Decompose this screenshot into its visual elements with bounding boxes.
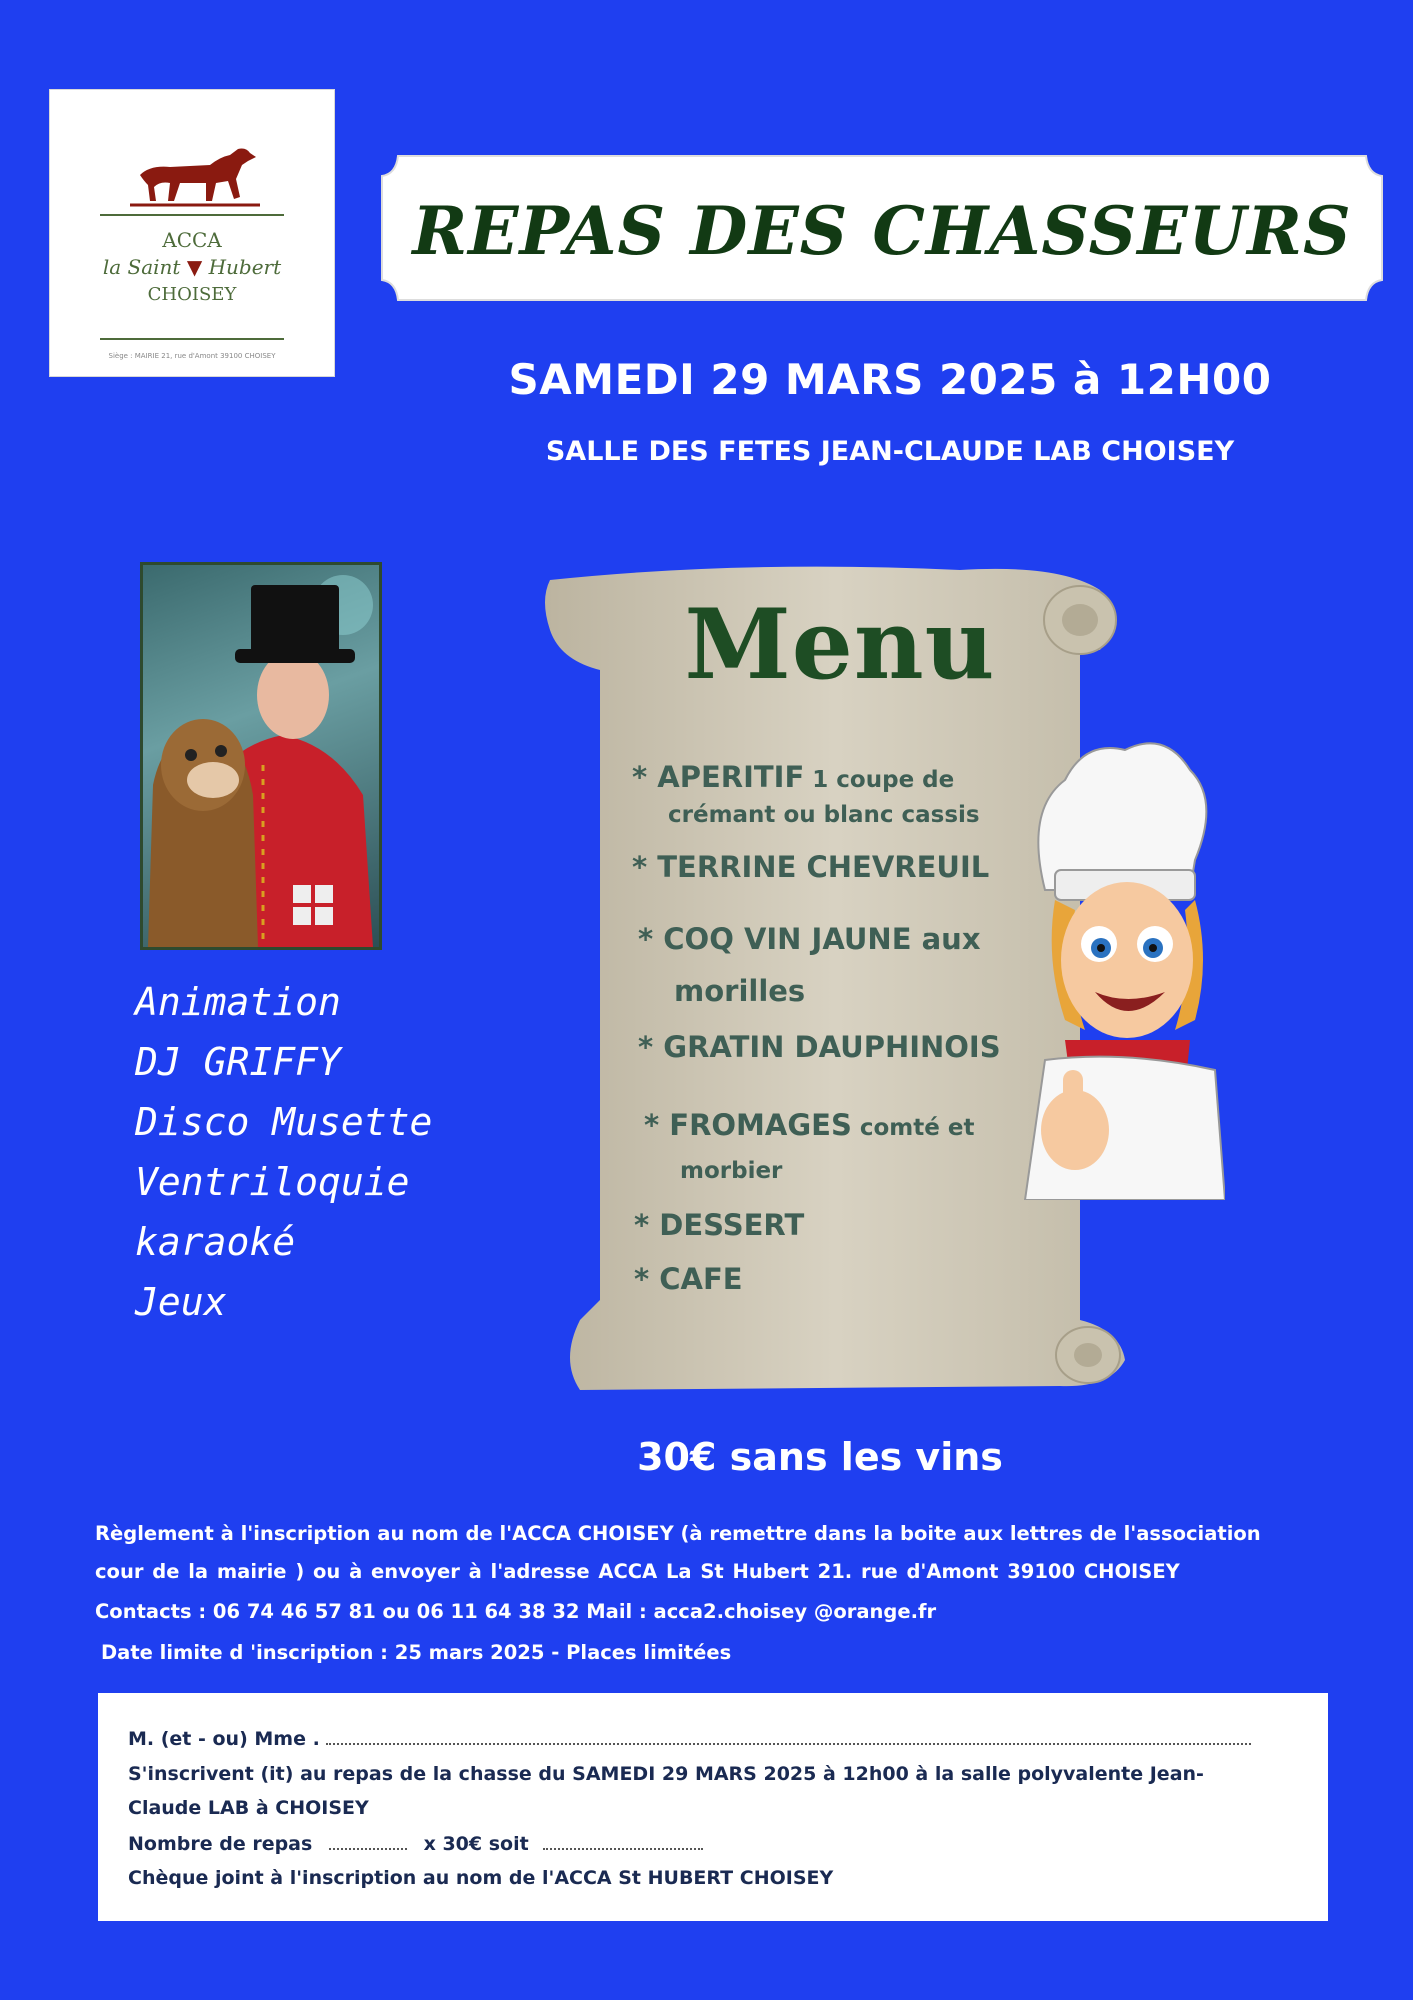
menu-item-detail: morbier [680,1158,783,1184]
ventriloquist-illustration [143,565,379,947]
title-plaque [378,152,1386,304]
meals-total-field[interactable] [543,1846,703,1850]
animation-item: Jeux [135,1280,227,1324]
chef-icon [1015,730,1225,1200]
form-name-label: M. (et - ou) Mme . [128,1728,320,1750]
menu-item-main: * APERITIF [632,760,805,794]
menu-item-detail: 1 coupe de [804,767,955,793]
entertainer-photo [140,562,382,950]
menu-item-main: * TERRINE CHEVREUIL [632,850,990,884]
chef-illustration [1015,730,1225,1200]
logo-saint: la Saint [102,255,181,279]
animation-item: Ventriloquie [135,1160,410,1204]
menu-item [632,850,989,884]
menu-item [634,1262,743,1296]
logo-saint-hubert [50,255,334,279]
form-line2: S'inscrivent (it) au repas de la chasse du SAMEDI 29 MARS 2025 à 12h00 à la salle polyvalente Jean- [128,1763,1204,1785]
hunting-dog-icon [130,135,260,215]
menu-item-main: * DESSERT [634,1208,805,1242]
form-name-row [128,1728,1251,1750]
menu-item [638,1030,1001,1064]
acca-logo [50,90,334,376]
form-cheque: Chèque joint à l'inscription au nom de l'ACCA St HUBERT CHOISEY [128,1867,834,1889]
info-payment-line2: cour de la mairie ) ou à envoyer à l'adresse ACCA La St Hubert 21. rue d'Amont 39100 CHOISEY [95,1560,1180,1583]
form-meals-label: Nombre de repas [128,1833,313,1855]
menu-item [632,760,954,794]
info-deadline: Date limite d 'inscription : 25 mars 2025 - Places limitées [101,1641,732,1664]
menu-item [668,802,980,828]
menu-item-main: * COQ VIN JAUNE aux [638,922,981,956]
animation-item: karaoké [135,1220,296,1264]
animation-item: Disco Musette [135,1100,433,1144]
menu-item-main: * FROMAGES [644,1108,852,1142]
logo-address: Siège : MAIRIE 21, rue d'Amont 39100 CHOISEY [108,352,276,360]
menu-item-detail: crémant ou blanc cassis [668,802,980,828]
menu-item-main: morilles [674,974,806,1008]
menu-item-main: * CAFE [634,1262,743,1296]
logo-choisey: CHOISEY [147,284,237,305]
menu-item [680,1158,782,1184]
menu-item [638,922,981,956]
form-meals-row [128,1833,703,1855]
form-meals-mult: x 30€ soit [423,1833,529,1855]
animation-list [135,972,432,1332]
menu-item-detail: comté et [851,1115,975,1141]
menu-title: Menu [684,588,996,701]
animation-item: DJ GRIFFY [135,1040,341,1084]
pheasant-icon: ▼ [186,255,203,279]
menu-item [634,1208,804,1242]
info-contacts: Contacts : 06 74 46 57 81 ou 06 11 64 38 32 Mail : acca2.choisey @orange.fr [95,1600,937,1623]
menu-item [674,974,805,1008]
price: 30€ sans les vins [637,1435,1003,1479]
logo-acca: ACCA [162,228,222,252]
registration-form [98,1693,1328,1921]
menu-item-main: * GRATIN DAUPHINOIS [638,1030,1001,1064]
logo-hubert: Hubert [208,255,282,279]
event-date: SAMEDI 29 MARS 2025 à 12H00 [508,355,1272,404]
page-title: REPAS DES CHASSEURS [412,192,1352,270]
meals-count-field[interactable] [329,1846,407,1850]
animation-item: Animation [135,980,341,1024]
menu-item [644,1108,974,1142]
form-line3: Claude LAB à CHOISEY [128,1797,369,1819]
event-venue: SALLE DES FETES JEAN-CLAUDE LAB CHOISEY [545,436,1235,467]
name-field[interactable] [326,1741,1251,1745]
info-payment-line1: Règlement à l'inscription au nom de l'ACCA CHOISEY (à remettre dans la boite aux lettres de l'association [95,1522,1261,1545]
